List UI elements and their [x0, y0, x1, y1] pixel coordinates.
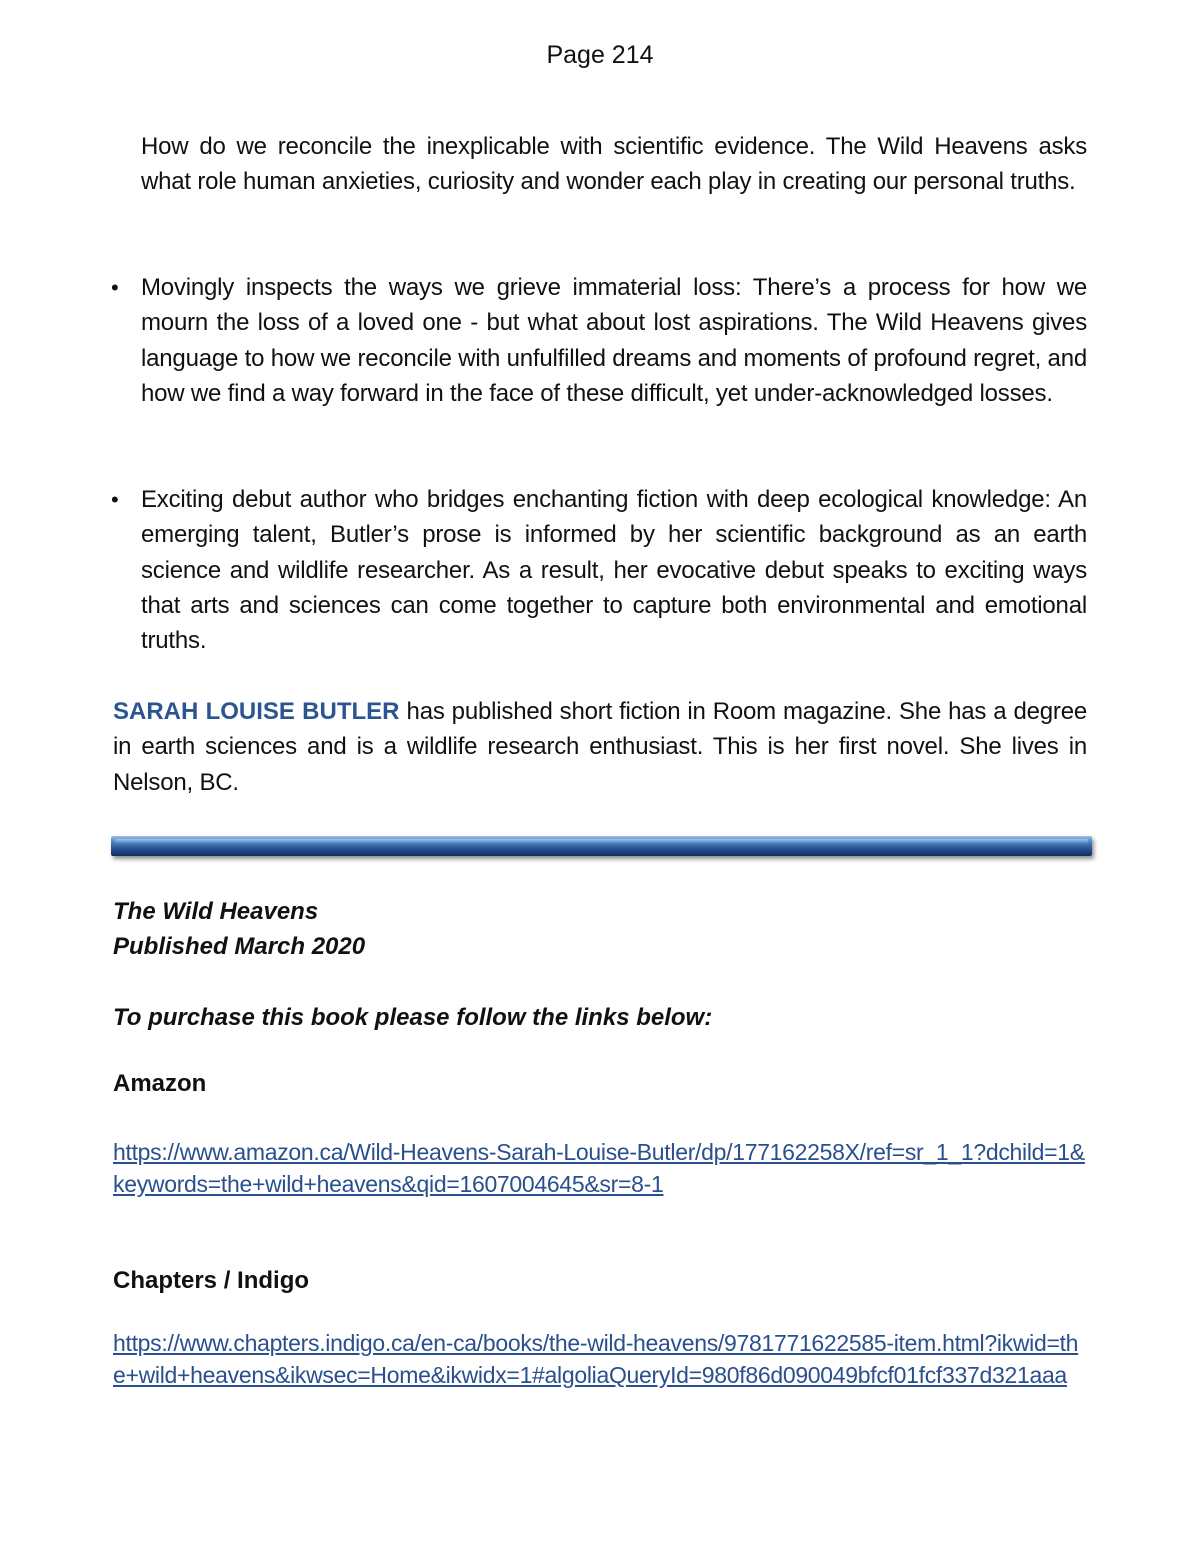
list-item — [111, 482, 1087, 658]
purchase-instructions: To purchase this book please follow the links below: — [113, 1004, 713, 1031]
author-name: SARAH LOUISE BUTLER — [113, 698, 400, 725]
list-item-text: Movingly inspects the ways we grieve immaterial loss: There’s a process for how we mourn the loss of a loved one - but what about lost aspirations. The Wild Heavens gives language to how we reconcile with unfulfilled dreams and moments of profound regret, and how we find a way forward in the face of these difficult, yet under-acknowledged losses. — [141, 274, 1087, 407]
page-number: Page 214 — [546, 41, 654, 69]
bullet-icon: • — [111, 275, 119, 300]
publication-date: Published March 2020 — [113, 933, 366, 960]
chapters-indigo-heading: Chapters / Indigo — [113, 1267, 310, 1294]
amazon-heading: Amazon — [113, 1070, 207, 1097]
list-item-text: Exciting debut author who bridges enchanting fiction with deep ecological knowledge: An emerging talent, Butler’s prose is informed by her scientific background as an earth science and wildlife researcher. As a result, her evocative debut speaks to exciting ways that arts and sciences can come together to capture both environmental and emotional truths. — [141, 486, 1087, 655]
author-bio-paragraph — [113, 694, 1087, 800]
section-divider — [111, 836, 1092, 856]
bullet-icon: • — [111, 487, 119, 512]
amazon-link[interactable]: https://www.amazon.ca/Wild-Heavens-Sarah-Louise-Butler/dp/177162258X/ref=sr_1_1?dchild=1&keywords=the+wild+heavens&qid=1607004645&sr=8-1 — [113, 1139, 1085, 1197]
intro-paragraph: How do we reconcile the inexplicable with scientific evidence. The Wild Heavens asks what role human anxieties, curiosity and wonder each play in creating our personal truths. — [141, 133, 1087, 196]
book-title: The Wild Heavens — [113, 898, 319, 925]
author-bio-text: has published short fiction in Room magazine. She has a degree in earth sciences and is a wildlife research enthusiast. This is her first novel. She lives in Nelson, BC. — [113, 698, 1087, 796]
chapters-indigo-link[interactable]: https://www.chapters.indigo.ca/en-ca/books/the-wild-heavens/9781771622585-item.html?ikwid=the+wild+heavens&ikwsec=Home&ikwidx=1#algoliaQueryId=980f86d090049bfcf01fcf337d321aaa — [113, 1330, 1079, 1388]
list-item — [111, 270, 1087, 411]
